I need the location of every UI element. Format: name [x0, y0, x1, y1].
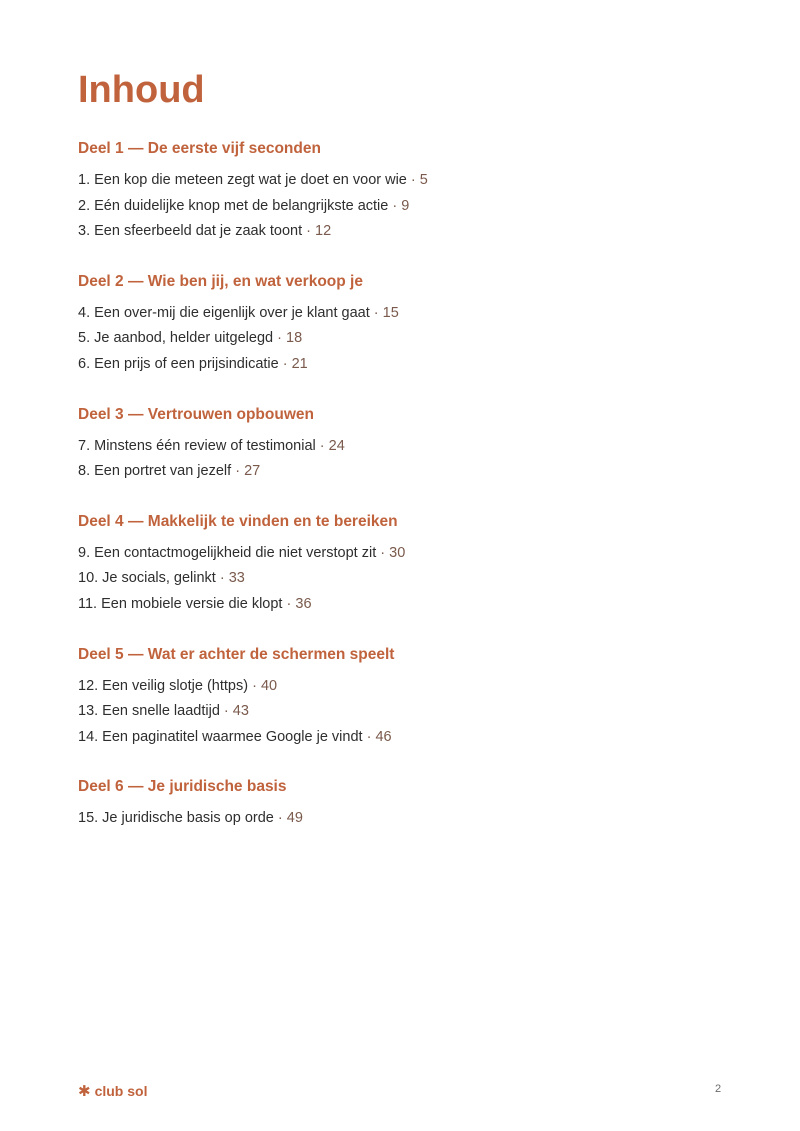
toc-page-number: 36: [295, 595, 312, 612]
toc-entry-label: 2. Eén duidelijke knop met de belangrijkste actie: [78, 197, 389, 214]
asterisk-sun-icon: ✱: [78, 1082, 91, 1100]
toc-separator: ·: [366, 728, 372, 745]
section-spacer: [78, 750, 738, 776]
toc-page-number: 30: [389, 544, 406, 561]
toc-entry-list: [78, 806, 738, 832]
toc-page-number: 46: [375, 728, 392, 745]
toc-separator: ·: [380, 544, 386, 561]
toc-separator: ·: [219, 570, 225, 587]
toc-entry-label: 9. Een contactmogelijkheid die niet verstopt zit: [78, 544, 377, 561]
toc-entry[interactable]: [78, 592, 738, 618]
toc-entry-list: [78, 168, 738, 245]
toc-separator: ·: [286, 595, 292, 612]
toc-page-number: 5: [419, 172, 428, 188]
toc-page-number: 33: [228, 570, 245, 587]
toc-separator: ·: [392, 197, 398, 214]
toc-separator: ·: [410, 172, 416, 188]
section-spacer: [78, 485, 738, 511]
toc-entry[interactable]: [78, 301, 738, 327]
footer-logo: [78, 1083, 147, 1099]
toc-separator: ·: [306, 223, 311, 240]
toc-entry[interactable]: [78, 352, 738, 378]
toc-separator: ·: [319, 437, 325, 454]
toc-entry-label: 7. Minstens één review of testimonial: [78, 437, 316, 454]
toc-entry-label: 5. Je aanbod, helder uitgelegd: [78, 330, 274, 347]
section-heading: Deel 4 — Makkelijk te vinden en te bereiken: [78, 512, 398, 530]
toc-entry[interactable]: [78, 699, 738, 725]
section-heading: Deel 6 — Je juridische basis: [78, 778, 287, 796]
toc-page-number: 9: [401, 197, 410, 214]
toc-entry[interactable]: [78, 541, 738, 567]
toc-page-number: 21: [291, 355, 308, 372]
toc-section: [78, 271, 738, 378]
section-heading: Deel 3 — Vertrouwen opbouwen: [78, 405, 314, 423]
page-number: 2: [715, 1083, 722, 1095]
toc-entry[interactable]: [78, 434, 738, 460]
toc-section: [78, 138, 738, 245]
toc-page-number: 24: [328, 437, 345, 454]
toc-entry-label: 13. Een snelle laadtijd: [78, 703, 220, 720]
section-heading: Deel 1 — De eerste vijf seconden: [78, 140, 321, 157]
toc-entry-label: 1. Een kop die meteen zegt wat je doet en voor wie: [78, 172, 407, 188]
page-title: Inhoud: [78, 69, 205, 111]
toc-page-number: 18: [286, 330, 303, 347]
toc-entry-label: 8. Een portret van jezelf: [78, 463, 232, 480]
toc-section: [78, 644, 738, 751]
toc-entry-list: [78, 541, 738, 618]
toc-entry[interactable]: [78, 194, 738, 220]
toc-entry-list: [78, 434, 738, 485]
toc-entry-list: [78, 301, 738, 378]
toc-separator: ·: [282, 355, 288, 372]
toc-entry[interactable]: [78, 806, 738, 832]
toc-section: [78, 776, 738, 832]
toc-entry[interactable]: [78, 459, 738, 485]
toc-entry-label: 10. Je socials, gelinkt: [78, 570, 216, 587]
toc-separator: ·: [373, 304, 379, 321]
toc-separator: ·: [277, 330, 282, 347]
table-of-contents: [78, 138, 738, 832]
toc-separator: ·: [277, 810, 283, 827]
toc-entry-label: 15. Je juridische basis op orde: [78, 810, 274, 827]
toc-entry[interactable]: [78, 674, 738, 700]
toc-entry[interactable]: [78, 168, 738, 194]
toc-separator: ·: [235, 463, 241, 480]
toc-page-number: 43: [232, 703, 249, 720]
brand-name: club sol: [94, 1083, 148, 1099]
toc-page-number: 27: [244, 463, 261, 480]
section-heading: Deel 2 — Wie ben jij, en wat verkoop je: [78, 272, 363, 290]
toc-section: [78, 511, 738, 618]
toc-entry-label: 6. Een prijs of een prijsindicatie: [78, 355, 279, 372]
toc-section: [78, 404, 738, 485]
toc-page-number: 15: [382, 304, 399, 321]
toc-entry[interactable]: [78, 725, 738, 751]
toc-entry[interactable]: [78, 326, 738, 352]
toc-separator: ·: [223, 703, 229, 720]
toc-entry[interactable]: [78, 219, 738, 245]
toc-page-number: 49: [286, 810, 303, 827]
section-spacer: [78, 378, 738, 404]
toc-entry-label: 14. Een paginatitel waarmee Google je vindt: [78, 728, 363, 745]
toc-entry[interactable]: [78, 566, 738, 592]
toc-entry-label: 3. Een sfeerbeeld dat je zaak toont: [78, 223, 303, 240]
toc-page-number: 12: [315, 223, 332, 240]
toc-entry-label: 11. Een mobiele versie die klopt: [78, 595, 283, 612]
toc-separator: ·: [252, 677, 257, 694]
toc-entry-label: 4. Een over-mij die eigenlijk over je klant gaat: [78, 304, 370, 321]
toc-entry-label: 12. Een veilig slotje (https): [78, 677, 249, 694]
section-spacer: [78, 245, 738, 271]
toc-page-number: 40: [260, 677, 278, 694]
section-heading: Deel 5 — Wat er achter de schermen speelt: [78, 645, 395, 663]
section-spacer: [78, 618, 738, 644]
toc-entry-list: [78, 674, 738, 751]
